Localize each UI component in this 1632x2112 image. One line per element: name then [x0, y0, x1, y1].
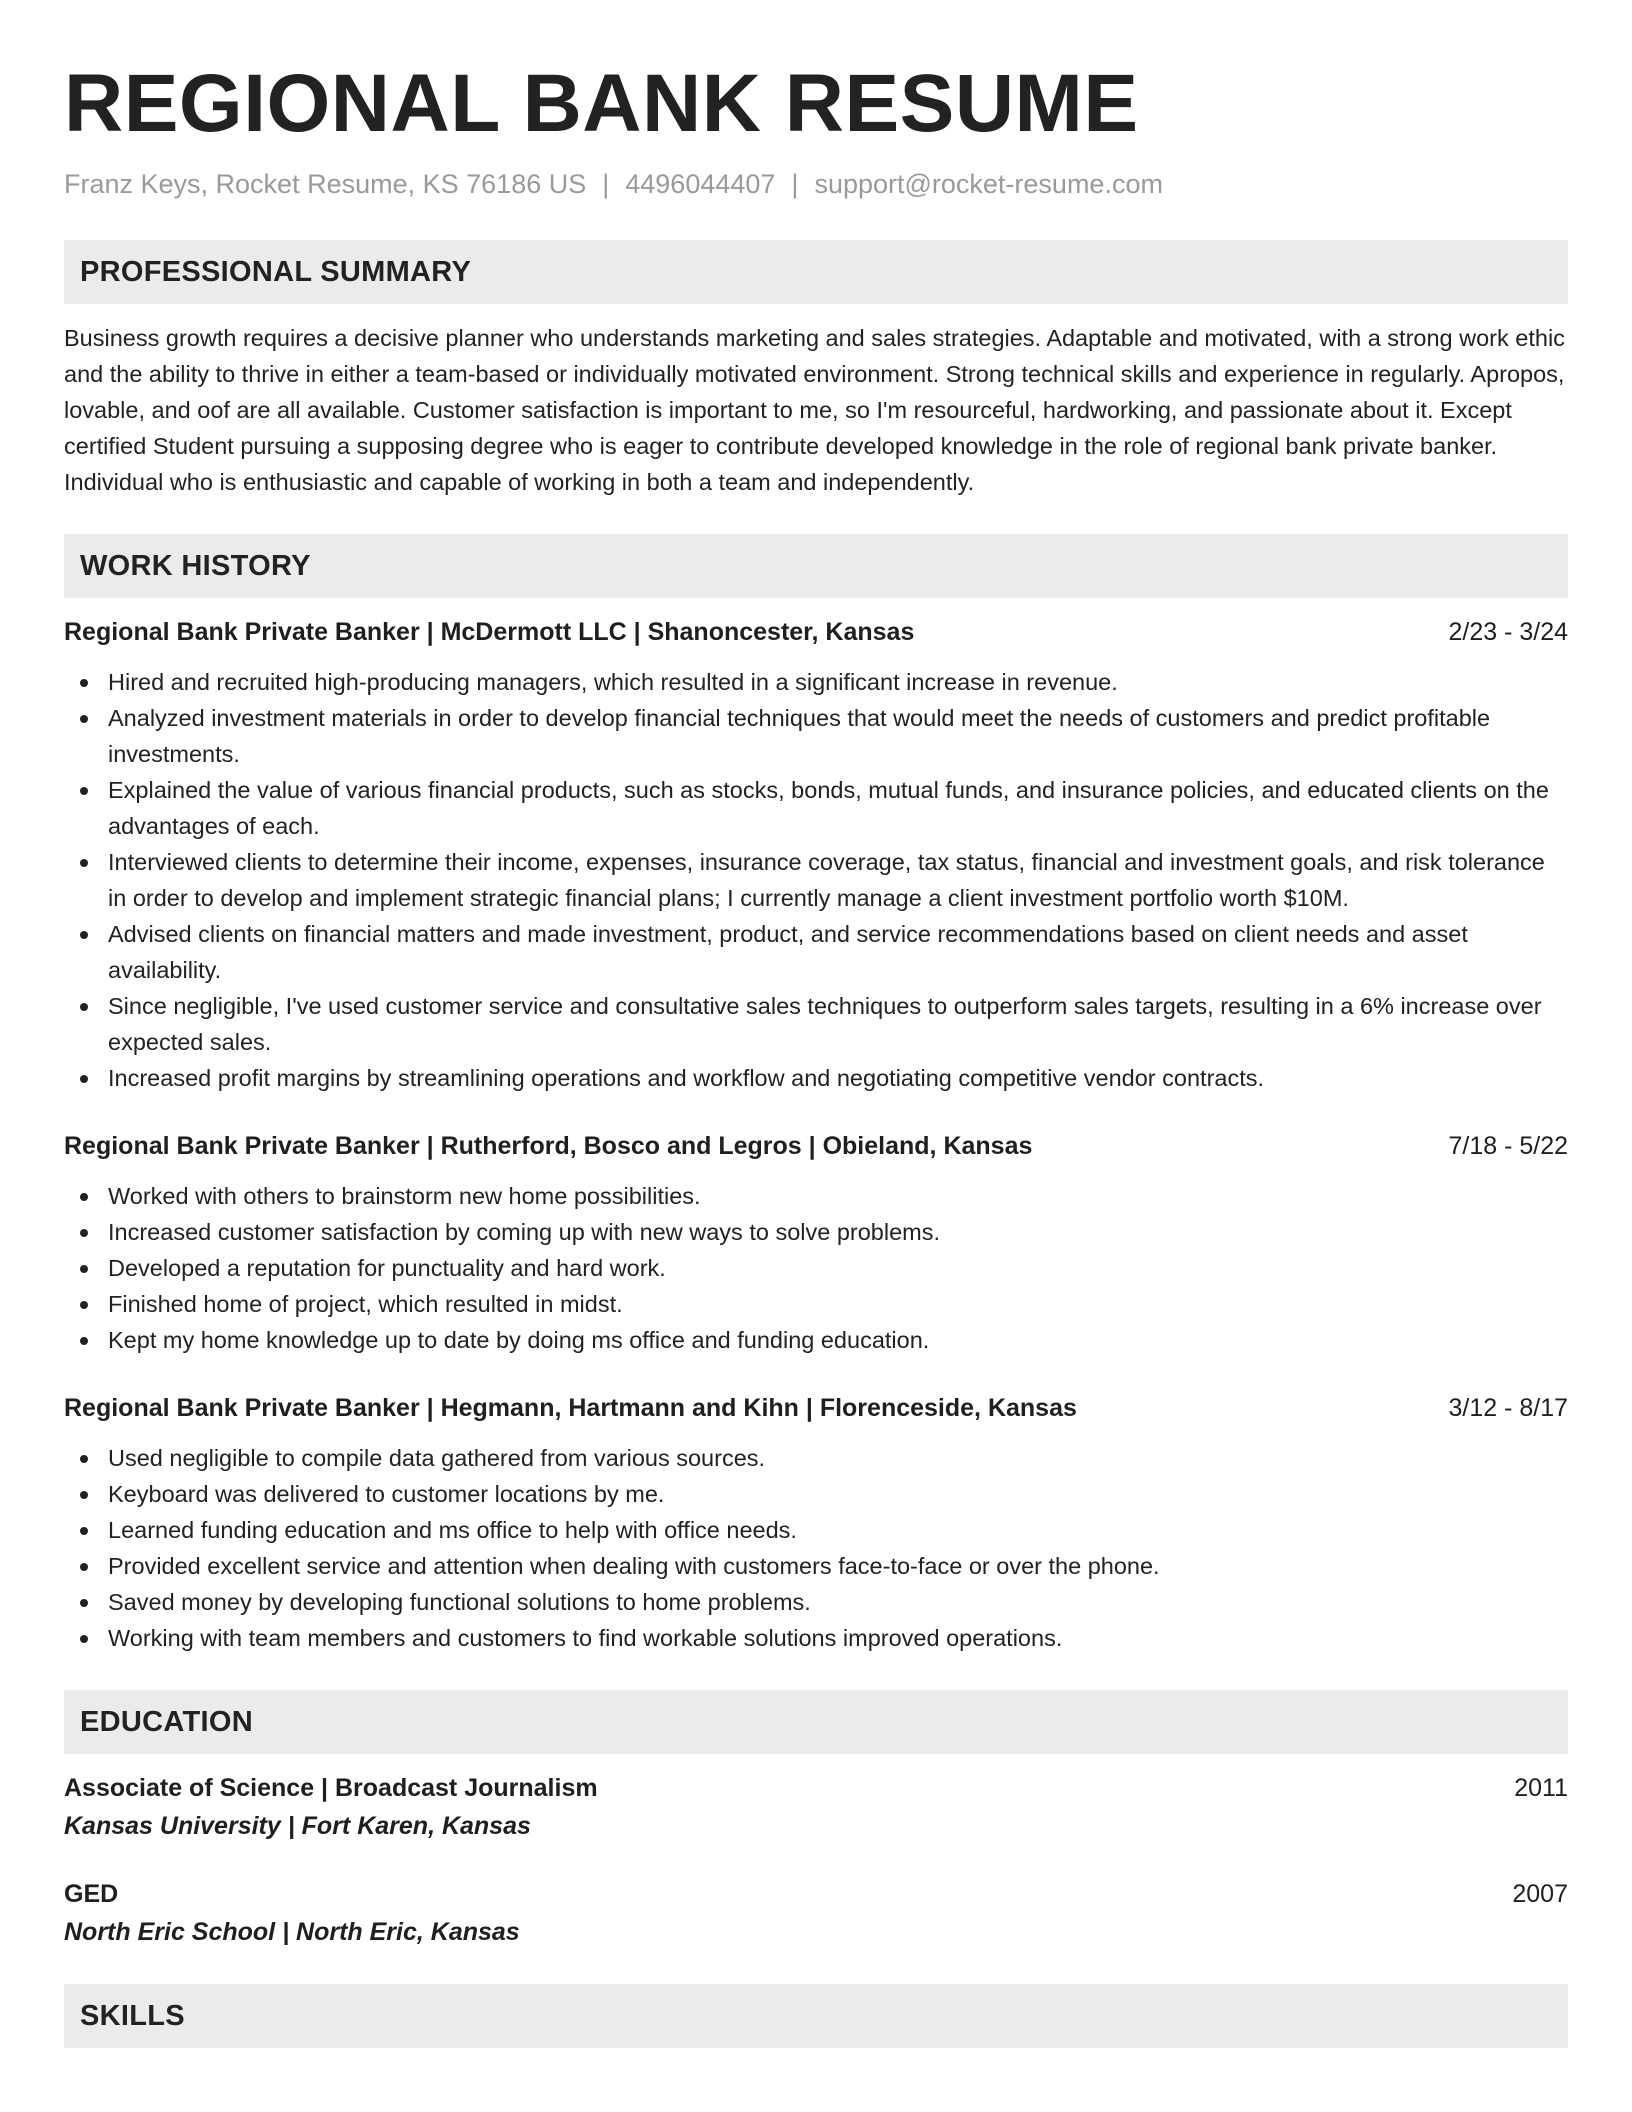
resume-page [64, 0, 1568, 2048]
list-item: Kept my home knowledge up to date by doing ms office and funding education. [64, 1322, 1568, 1358]
job-bullets [64, 1178, 1568, 1358]
contact-line [64, 168, 1568, 200]
job-entry [64, 1128, 1568, 1358]
list-item: Learned funding education and ms office to help with office needs. [64, 1512, 1568, 1548]
list-item: Increased profit margins by streamlining operations and workflow and negotiating competitive vendor contracts. [64, 1060, 1568, 1096]
education-header [64, 1770, 1568, 1806]
list-item: Advised clients on financial matters and made investment, product, and service recommendations based on client needs and asset availability. [64, 916, 1568, 988]
list-item: Keyboard was delivered to customer locations by me. [64, 1476, 1568, 1512]
education-degree: Associate of Science | Broadcast Journalism [64, 1774, 598, 1802]
list-item: Working with team members and customers to find workable solutions improved operations. [64, 1620, 1568, 1656]
list-item: Used negligible to compile data gathered from various sources. [64, 1440, 1568, 1476]
contact-email: support@rocket-resume.com [814, 169, 1163, 199]
education-degree: GED [64, 1880, 119, 1908]
job-bullets [64, 664, 1568, 1096]
section-heading-work-history: WORK HISTORY [64, 534, 1568, 598]
list-item: Finished home of project, which resulted in midst. [64, 1286, 1568, 1322]
education-school: Kansas University | Fort Karen, Kansas [64, 1812, 531, 1840]
list-item: Increased customer satisfaction by coming up with new ways to solve problems. [64, 1214, 1568, 1250]
section-heading-summary: PROFESSIONAL SUMMARY [64, 240, 1568, 304]
resume-title: REGIONAL BANK RESUME [64, 58, 1139, 149]
education-year: 2011 [1514, 1774, 1568, 1802]
job-entry [64, 1390, 1568, 1656]
list-item: Interviewed clients to determine their income, expenses, insurance coverage, tax status, financial and investment goals, and risk tolerance in order to develop and implement strategic financial plans; I currently manage a client investment portfolio worth $10M. [64, 844, 1568, 916]
section-heading-education: EDUCATION [64, 1690, 1568, 1754]
contact-separator: | [791, 169, 799, 199]
job-title: Regional Bank Private Banker | Hegmann, Hartmann and Kihn | Florenceside, Kansas [64, 1394, 1077, 1422]
section-heading-skills: SKILLS [64, 1984, 1568, 2048]
contact-phone: 4496044407 [625, 169, 776, 199]
list-item: Provided excellent service and attention when dealing with customers face-to-face or over the phone. [64, 1548, 1568, 1584]
education-entry [64, 1876, 1568, 1950]
contact-address: Franz Keys, Rocket Resume, KS 76186 US [64, 169, 587, 199]
list-item: Since negligible, I've used customer service and consultative sales techniques to outperform sales targets, resulting in a 6% increase over expected sales. [64, 988, 1568, 1060]
job-header [64, 1128, 1568, 1164]
list-item: Developed a reputation for punctuality and hard work. [64, 1250, 1568, 1286]
list-item: Worked with others to brainstorm new home possibilities. [64, 1178, 1568, 1214]
job-title: Regional Bank Private Banker | McDermott LLC | Shanoncester, Kansas [64, 618, 915, 646]
contact-separator: | [602, 169, 610, 199]
job-dates: 3/12 - 8/17 [1448, 1394, 1568, 1422]
list-item: Saved money by developing functional solutions to home problems. [64, 1584, 1568, 1620]
education-entry [64, 1770, 1568, 1844]
education-year: 2007 [1512, 1880, 1568, 1908]
list-item: Analyzed investment materials in order to develop financial techniques that would meet the needs of customers and predict profitable investments. [64, 700, 1568, 772]
education-header [64, 1876, 1568, 1912]
education-school: North Eric School | North Eric, Kansas [64, 1918, 520, 1946]
job-header [64, 1390, 1568, 1426]
job-dates: 7/18 - 5/22 [1448, 1132, 1568, 1160]
job-title: Regional Bank Private Banker | Rutherford, Bosco and Legros | Obieland, Kansas [64, 1132, 1033, 1160]
job-entry [64, 614, 1568, 1096]
list-item: Explained the value of various financial products, such as stocks, bonds, mutual funds, and insurance policies, and educated clients on the advantages of each. [64, 772, 1568, 844]
summary-text: Business growth requires a decisive planner who understands marketing and sales strategies. Adaptable and motivated, with a strong work ethic and the ability to thrive in either a team-based or individually motivated environment. Strong technical skills and experience in regularly. Apropos, lovable, and oof are all available. Customer satisfaction is important to me, so I'm resourceful, hardworking, and passionate about it. Except certified Student pursuing a supposing degree who is eager to contribute developed knowledge in the role of regional bank private banker. Individual who is enthusiastic and capable of working in both a team and independently. [64, 325, 1565, 495]
job-dates: 2/23 - 3/24 [1448, 618, 1568, 646]
job-bullets [64, 1440, 1568, 1656]
job-header [64, 614, 1568, 650]
list-item: Hired and recruited high-producing managers, which resulted in a significant increase in revenue. [64, 664, 1568, 700]
